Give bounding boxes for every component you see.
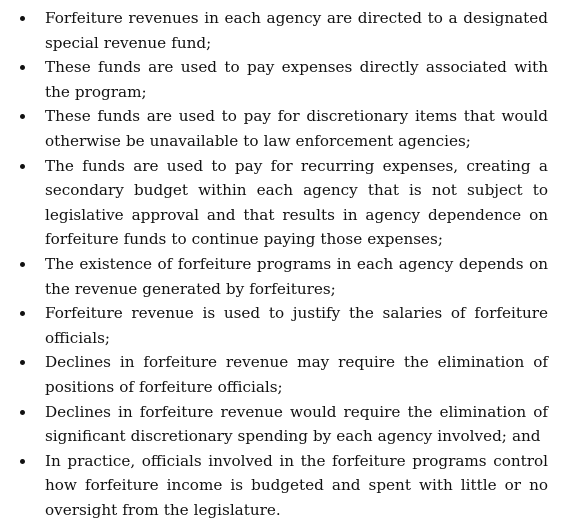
bullet-icon: [20, 114, 25, 119]
list-item-text: Declines in forfeiture revenue would require the elimination of significant discretionary spending by each agency involved; and: [45, 402, 548, 446]
list-item: [20, 6, 548, 55]
list-item: [20, 400, 548, 449]
list-item: [20, 350, 548, 399]
list-item-text: The funds are used to pay for recurring expenses, creating a secondary budget within each agency that is not subject to legislative approval and that results in agency dependence on forfeiture funds to continue paying those expenses;: [45, 156, 548, 249]
list-item-text: The existence of forfeiture programs in each agency depends on the revenue generated by forfeitures;: [45, 254, 548, 298]
list-item: [20, 301, 548, 350]
list-item-text: These funds are used to pay expenses directly associated with the program;: [45, 58, 548, 101]
list-item-text: In practice, officials involved in the forfeiture programs control how forfeiture income is budgeted and spent with little or no oversight from the legislature.: [45, 451, 548, 519]
bullet-icon: [20, 65, 25, 70]
list-item: [20, 252, 548, 301]
bullet-list: [20, 6, 548, 522]
list-item: [20, 449, 548, 522]
list-item-text: Declines in forfeiture revenue may require the elimination of positions of forfeiture officials;: [45, 353, 548, 396]
bullet-icon: [20, 410, 25, 415]
bullet-icon: [20, 262, 25, 267]
list-item: [20, 55, 548, 104]
bullet-icon: [20, 311, 25, 316]
list-item: [20, 104, 548, 153]
list-item-text: Forfeiture revenue is used to justify the salaries of forfeiture officials;: [45, 304, 548, 347]
list-item-text: These funds are used to pay for discretionary items that would otherwise be unavailable to law enforcement agencies;: [45, 107, 548, 150]
list-item-text: Forfeiture revenues in each agency are directed to a designated special revenue fund;: [45, 9, 548, 52]
bullet-icon: [20, 164, 25, 169]
bullet-icon: [20, 16, 25, 21]
bullet-icon: [20, 360, 25, 365]
bullet-icon: [20, 459, 25, 464]
list-item: [20, 154, 548, 252]
